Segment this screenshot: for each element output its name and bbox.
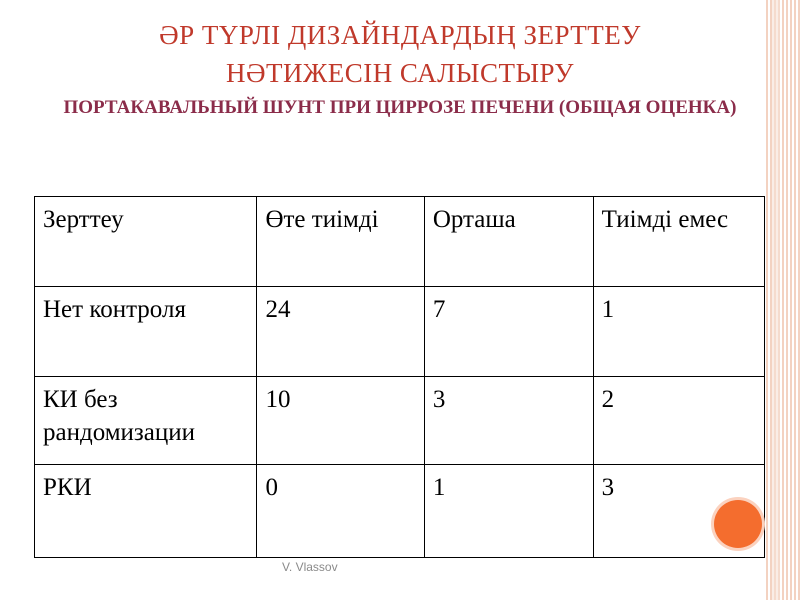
table-cell: КИ без рандомизации [35, 377, 257, 465]
header-cell: Зерттеу [35, 197, 257, 287]
table-cell: 10 [257, 377, 424, 465]
header-cell: Өте тиімді [257, 197, 424, 287]
table-cell: 3 [424, 377, 593, 465]
table-row [35, 465, 765, 558]
title-line-1: ӘР ТҮРЛІ ДИЗАЙНДАРДЫҢ ЗЕРТТЕУ [159, 20, 641, 50]
header-cell: Тиімді емес [593, 197, 764, 287]
table-cell: 24 [257, 287, 424, 377]
table-cell: 3 [593, 465, 764, 558]
table-cell: 7 [424, 287, 593, 377]
decorative-circle [714, 500, 762, 548]
table-cell: 1 [593, 287, 764, 377]
table-cell: Нет контроля [35, 287, 257, 377]
results-table [34, 196, 765, 558]
slide-footer: V. Vlassov [282, 560, 338, 574]
table-header-row [35, 197, 765, 287]
table-cell: 1 [424, 465, 593, 558]
table-cell: РКИ [35, 465, 257, 558]
header-cell: Орташа [424, 197, 593, 287]
table-row [35, 287, 765, 377]
table-row [35, 377, 765, 465]
slide-subtitle: ПОРТАКАВАЛЬНЫЙ ШУНТ ПРИ ЦИРРОЗЕ ПЕЧЕНИ (ОБЩАЯ ОЦЕНКА) [63, 97, 737, 118]
table-cell: 2 [593, 377, 764, 465]
table-cell: 0 [257, 465, 424, 558]
slide-title [0, 16, 800, 92]
title-line-2: НӘТИЖЕСІН САЛЫСТЫРУ [226, 58, 574, 88]
